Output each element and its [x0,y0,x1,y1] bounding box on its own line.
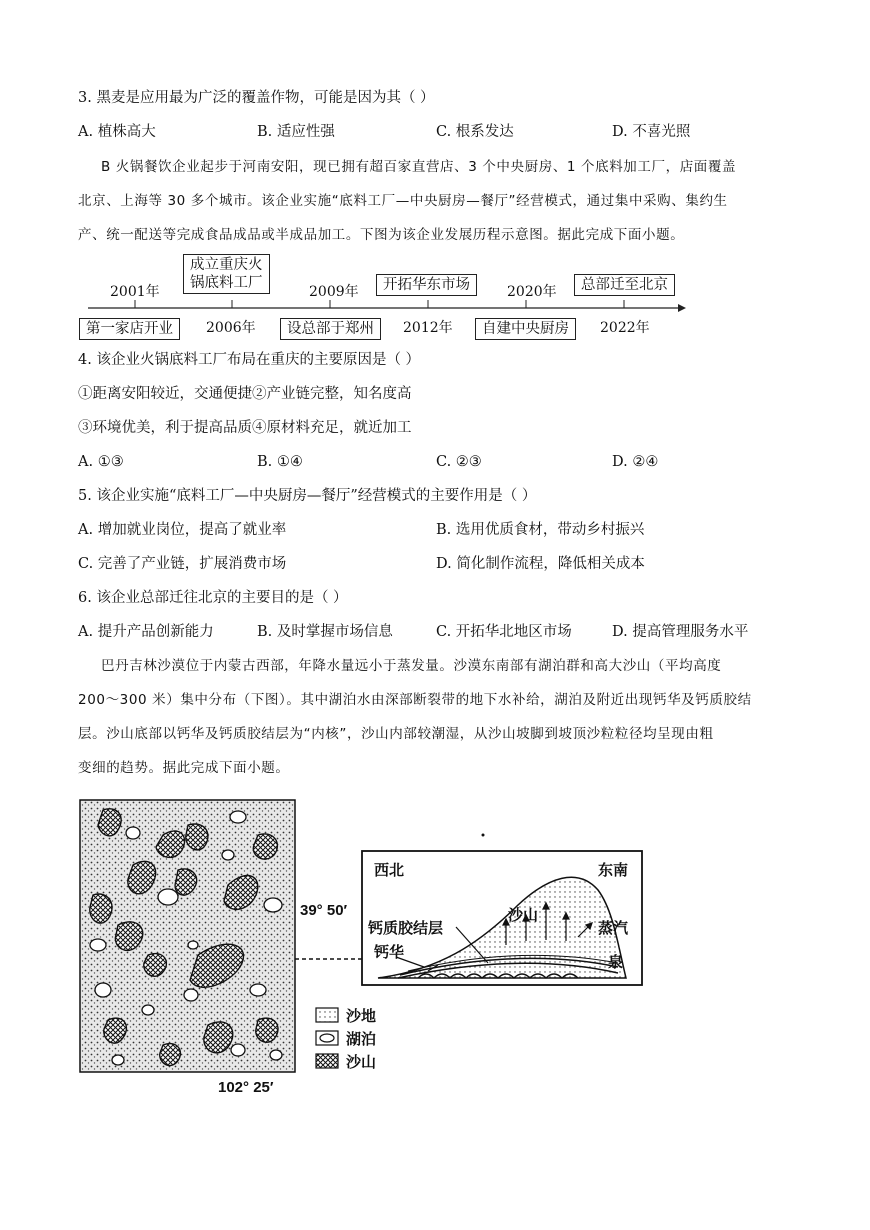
legend-mountain-label: 沙山 [346,1054,377,1071]
q3-option-b[interactable]: B. 适应性强 [257,124,335,140]
longitude-label: 102° 25′ [218,1079,274,1095]
q6-option-d[interactable]: D. 提高管理服务水平 [612,624,749,640]
legend-sand-label: 沙地 [346,1008,377,1025]
q6-option-a[interactable]: A. 提升产品创新能力 [78,624,214,640]
timeline-event-central-kitchen: 自建中央厨房 [475,318,576,340]
q5-option-c[interactable]: C. 完善了产业链，扩展消费市场 [78,556,287,572]
q4-option-c[interactable]: C. ②③ [436,454,482,470]
passage2-line-1: 巴丹吉林沙漠位于内蒙古西部，年降水量远小于蒸发量。沙漠东南部有湖泊群和高大沙山（平均高度 [101,658,722,674]
q5-stem: 5. 该企业实施“底料工厂—中央厨房—餐厅”经营模式的主要作用是（ ） [78,488,537,504]
figure-legend [316,1007,376,1071]
q3-option-a[interactable]: A. 植株高大 [78,124,156,140]
q4-statement-line-1: ①距离安阳较近，交通便捷②产业链完整，知名度高 [78,386,412,402]
q4-stem: 4. 该企业火锅底料工厂布局在重庆的主要原因是（ ） [78,352,421,368]
timeline-year-2009: 2009年 [309,284,359,300]
passage1-line-1: B 火锅餐饮企业起步于河南安阳，现已拥有超百家直营店、3 个中央厨房、1 个底料加工厂，店面覆盖 [101,159,737,175]
q4-statement-line-2: ③环境优美，利于提高品质④原材料充足，就近加工 [78,420,412,436]
section-label-calc-layer: 钙质胶结层 [368,920,444,937]
section-label-travertine: 钙华 [374,944,405,961]
q6-option-b[interactable]: B. 及时掌握市场信息 [257,624,393,640]
timeline-year-2020: 2020年 [507,284,557,300]
legend-lake-label: 湖泊 [346,1031,377,1048]
timeline-year-2001: 2001年 [110,284,160,300]
q5-option-d[interactable]: D. 简化制作流程，降低相关成本 [436,556,645,572]
section-label-spring: 泉 [608,954,624,971]
desert-map [80,800,295,1072]
q3-option-c[interactable]: C. 根系发达 [436,124,514,140]
q6-option-c[interactable]: C. 开拓华北地区市场 [436,624,572,640]
section-label-steam: 蒸汽 [598,920,629,937]
q4-option-a[interactable]: A. ①③ [78,454,124,470]
timeline-year-2022: 2022年 [600,320,650,336]
passage2-line-4: 变细的趋势。据此完成下面小题。 [78,760,290,776]
desert-figure [78,795,658,1095]
q3-option-d[interactable]: D. 不喜光照 [612,124,691,140]
cross-section [362,851,642,985]
timeline-year-2012: 2012年 [403,320,453,336]
q5-option-a[interactable]: A. 增加就业岗位，提高了就业率 [78,522,287,538]
q6-stem: 6. 该企业总部迁往北京的主要目的是（ ） [78,590,348,606]
timeline-event-first-store: 第一家店开业 [79,318,180,340]
latitude-label: 39° 50′ [300,902,348,919]
timeline-year-2006: 2006年 [206,320,256,336]
q5-option-b[interactable]: B. 选用优质食材，带动乡村振兴 [436,522,645,538]
passage2-line-2: 200～300 米）集中分布（下图）。其中湖泊水由深部断裂带的地下水补给，湖泊及附近出现钙华及钙质胶结 [78,692,752,708]
q3-stem: 3. 黑麦是应用最为广泛的覆盖作物，可能是因为其（ ） [78,90,435,106]
timeline-event-chongqing-factory-line1: 成立重庆火 [190,257,263,273]
passage1-line-2: 北京、上海等 30 多个城市。该企业实施“底料工厂—中央厨房—餐厅”经营模式，通过集中采购、集约生 [78,193,728,209]
legend-sand-swatch [316,1008,338,1022]
timeline-event-chongqing-factory [183,254,270,294]
section-label-se: 东南 [598,862,629,879]
legend-mountain-swatch [316,1054,338,1068]
timeline-event-hq-beijing: 总部迁至北京 [574,274,675,296]
q4-option-b[interactable]: B. ①④ [257,454,303,470]
section-label-sand-mountain: 沙山 [508,907,539,924]
timeline-event-hq-zhengzhou: 设总部于郑州 [280,318,381,340]
timeline-event-east-china: 开拓华东市场 [376,274,477,296]
timeline-event-chongqing-factory-line2: 锅底料工厂 [190,275,263,291]
q4-option-d[interactable]: D. ②④ [612,454,659,470]
passage1-line-3: 产、统一配送等完成食品成品或半成品加工。下图为该企业发展历程示意图。据此完成下面小题。 [78,227,685,243]
section-label-nw: 西北 [374,862,405,879]
passage2-line-3: 层。沙山底部以钙华及钙质胶结层为“内核”，沙山内部较潮湿，从沙山坡脚到坡顶沙粒粒径均呈现由粗 [78,726,714,742]
